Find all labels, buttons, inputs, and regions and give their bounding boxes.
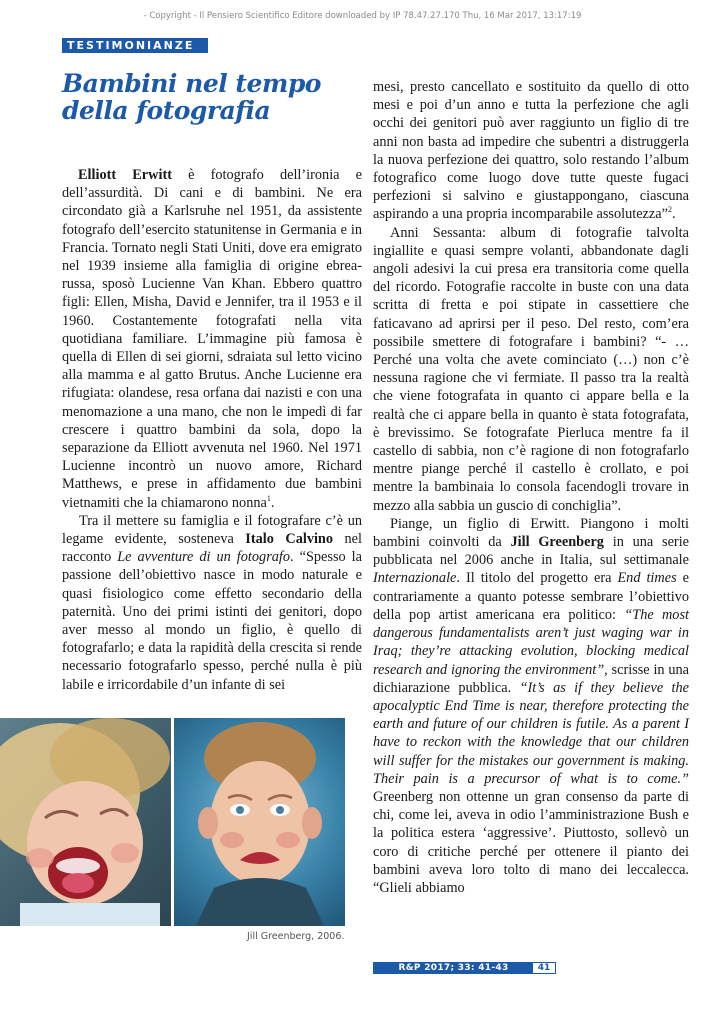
- page-number: 41: [533, 963, 555, 973]
- name-calvino: Italo Calvino: [245, 531, 334, 548]
- name-greenberg: Jill Greenberg: [510, 534, 604, 551]
- text: nel racconto: [62, 531, 362, 566]
- text: Tra il mettere su famiglia e il fotografare c’è un legame evidente, sosteneva: [62, 512, 362, 548]
- text: e contrariamente a quanto potesse sembrare l’obiettivo della pop artist americana era politico:: [373, 570, 689, 623]
- left-column: [62, 166, 362, 694]
- text: mesi, presto cancellato e sostituito da quello di otto mesi e poi d’un anno e tutta la perfezione che agli occhi dei genitori può aver raggiunto un figlio di tre anni non basta ad impedire che subentri a distruggerla la nuova perfezione dei quattro, solo restando l’album fotografico come luogo dove tutte queste fugaci perfezioni si salvino e giustappongano, ciascuna aspirando a una propria incomparabile assolutezza”: [373, 79, 689, 223]
- text: .: [671, 206, 676, 223]
- photo-crying-girl: [0, 718, 171, 926]
- page-footer: [373, 962, 556, 974]
- text: .: [270, 494, 275, 511]
- text: Anni Sessanta: album di fotografie talvolta ingiallite e quasi sempre volanti, abbandonate dagli angoli adesivi la cui presa era transitoria come quella del ricordo. Fotografie raccolte in buste con una data scritta di fretta e poi stipate in cassettiere che faticavano ad aprirsi per il peso. Del resto, com’era possibile smettere di fotografare i bambini? “- …Perché una volta che avete cominciato (…) non c’è nessuna ragione che vi fermiate. Il passo tra la realtà che viene fotografata in quanto ci appare bella e la realtà che ci appare bella in quanto è stata fotografata, è brevissimo. Se fotografate Pierluca mentre fa il castello di sabbia, non c’è ragione di non fotografarlo mentre piange perché il castello è crollato, e poi mentre la bambinaia lo consola facendogli trovare in mezzo alla sabbia un guscio di conchiglia”.: [373, 224, 689, 514]
- photo-caption: Jill Greenberg, 2006.: [247, 931, 345, 942]
- journal-reference: R&P 2017; 33: 41-43: [374, 963, 533, 973]
- photo-pair: [0, 718, 345, 926]
- right-column: [373, 78, 689, 897]
- paragraph: [62, 512, 362, 694]
- footnote-ref[interactable]: 2: [667, 205, 672, 215]
- text: Piange, un figlio di Erwitt. Piangono i molti bambini coinvolti da: [373, 515, 689, 551]
- boy-illustration: [174, 718, 345, 926]
- text: in una serie pubblicata nel 2006 anche in Italia, sul settimanale: [373, 534, 690, 569]
- text: è fotografo dell’ironia e dell’assurdità. Di cani e di bambini. Ne era circondato già a Karlsruhe nel 1951, da assistente fotografo dell’esercito statunitense in Germania e in Francia. Tornato negli Stati Uniti, dove era emigrato nel 1939 insieme alla famiglia di origine ebrea-russa, sposò Lucienne Van Khan. Ebbero quattro figli: Ellen, Misha, David e Jennifer, tra il 1953 e il 1960. Costantemente fotografati nella vita quotidiana familiare. L’immagine più famosa è quella di Ellen di sei giorni, sdraiata sul letto vicino alla mamma e al gatto Brutus. Anche Lucienne era rifugiata: olandese, resa orfana dai nazisti e con una menomazione a una mano, che non le impedì di far crescere i quattro bambini da sola, dopo la separazione da Elliott avvenuta nel 1960. Nel 1971 Lucienne incontrò un nuovo amore, Richard Matthews, e prese in affidamento due bambini vietnamiti che la chiamarono nonna: [62, 167, 363, 511]
- paragraph: [373, 224, 689, 515]
- copyright-notice: - Copyright - Il Pensiero Scientifico Editore downloaded by IP 78.47.27.170 Thu, 16 Mar 2017, 13:17:19: [143, 11, 582, 21]
- paragraph: [373, 515, 689, 897]
- paragraph: [373, 78, 689, 224]
- magazine-title: Internazionale: [373, 570, 457, 587]
- project-title: End times: [617, 570, 677, 587]
- section-tag: TESTIMONIANZE: [62, 38, 208, 53]
- text: , scrisse in una dichiarazione pubblica.: [373, 661, 689, 696]
- name-erwitt: Elliott Erwitt: [78, 167, 172, 183]
- paragraph: [62, 166, 362, 512]
- text: Greenberg non ottenne un gran consenso da parte di chi, come lei, aveva in odio l’amministrazione Bush e la politica estera ‘aggressive’. Piuttosto, sollevò un coro di critiche perché per ottenere il pianto dei bambini aveva loro tolto di mano dei leccalecca. “Glieli abbiamo: [373, 788, 689, 896]
- text: . Il titolo del progetto era: [456, 570, 618, 587]
- article-title: Bambini nel tempo della fotografia: [62, 69, 321, 125]
- book-title: Le avventure di un fotografo: [117, 549, 291, 566]
- quote: “The most dangerous fundamentalists aren’t just waging war in Iraq; they’re attacking evolution, blocking medical research and ignoring the environment”: [373, 606, 689, 678]
- girl-illustration: [0, 718, 171, 926]
- text: . “Spesso la passione dell’obiettivo nasce in modo naturale e quasi fisiologico come effetto secondario della paternità. Uno dei primi istinti dei genitori, dopo aver messo al mondo un figlio, è quello di fotografarlo; e data la rapidità della crescita si rende necessario fotografarlo spesso, perché nulla è più labile e irricordabile d’un infante di sei: [62, 549, 363, 693]
- photo-crying-boy: [174, 718, 345, 926]
- quote: “It’s as if they believe the apocalyptic End Time is near, therefore protecting the earth and future of our children is futile. As a parent I have to reckon with the knowledge that our children will suffer for the mistakes our government is making. Their pain is a precursor of what is to come.”: [373, 679, 690, 787]
- footnote-ref[interactable]: 1: [266, 493, 271, 503]
